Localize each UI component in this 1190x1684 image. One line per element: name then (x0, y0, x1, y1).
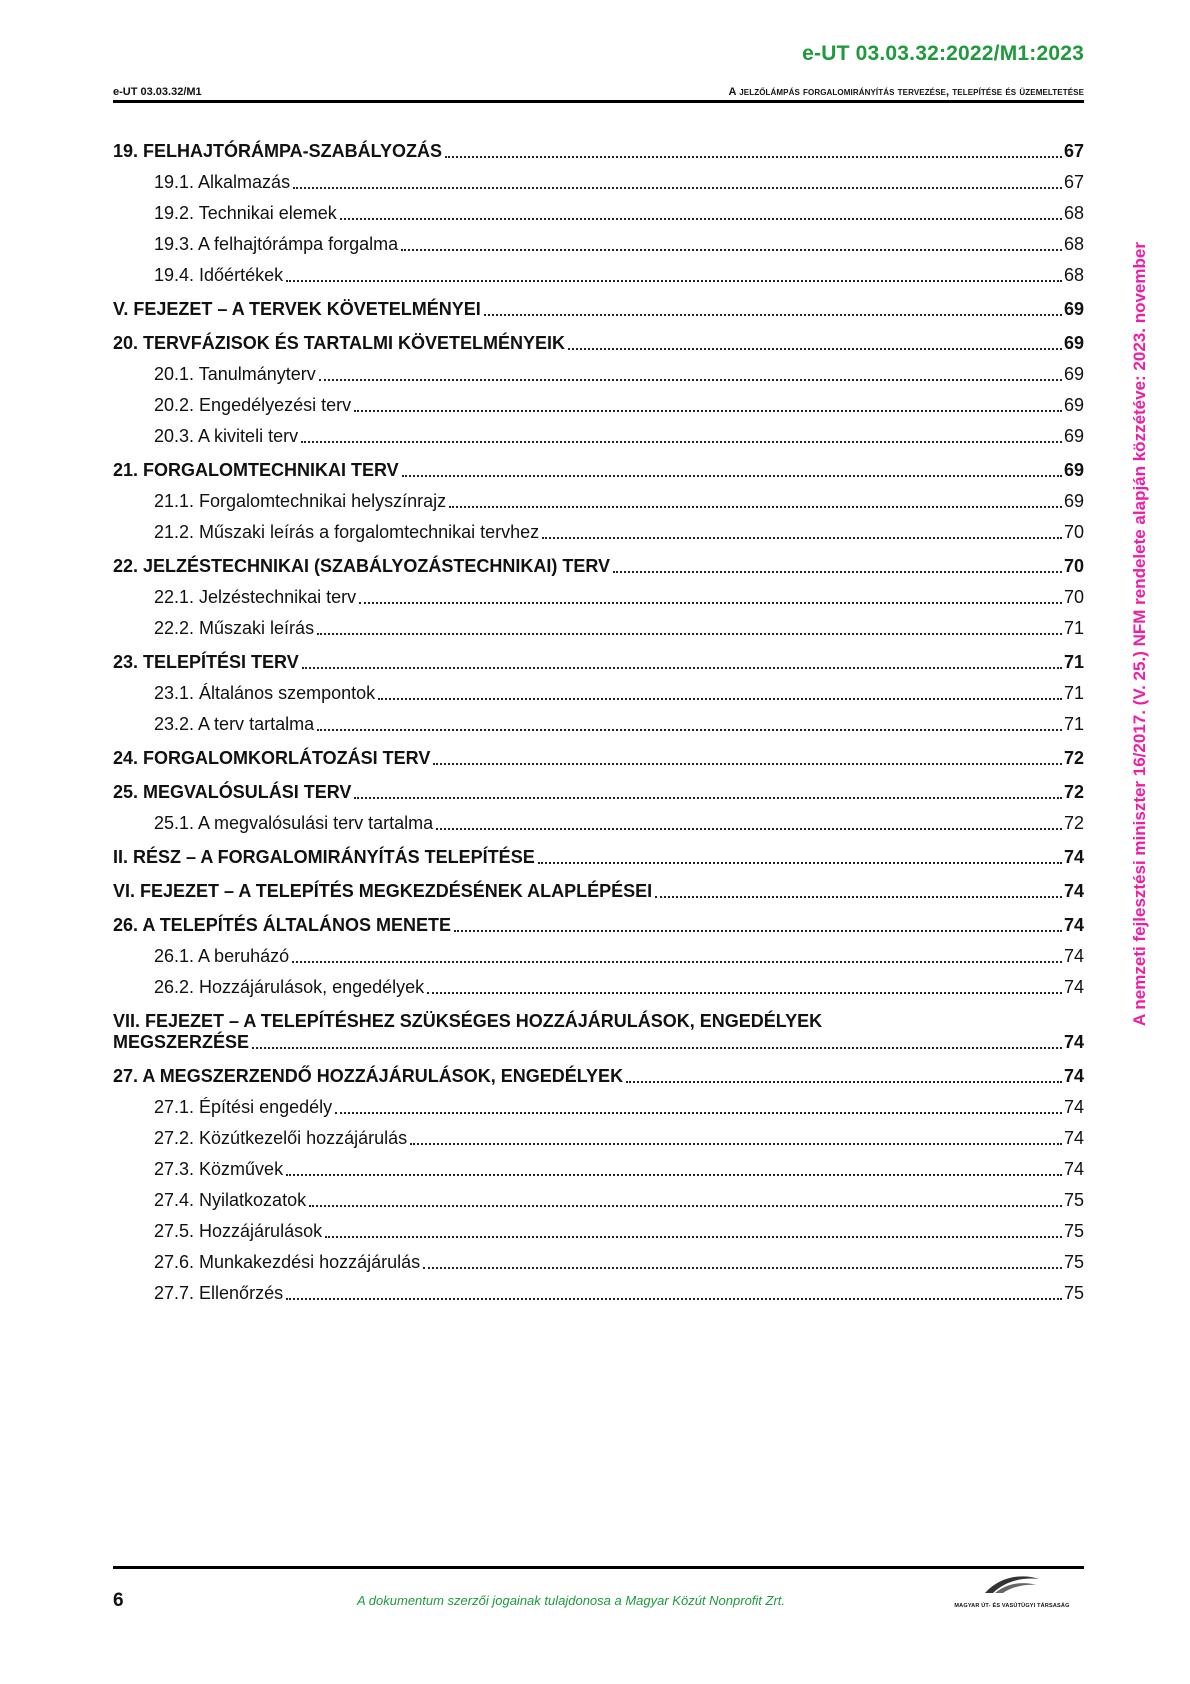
toc-entry-title: 27.2. Közútkezelői hozzájárulás (154, 1128, 408, 1148)
toc-entry-title: 20.1. Tanulmányterv (154, 364, 316, 384)
toc-entry-page: 72 (1063, 813, 1084, 833)
toc-entry-page: 71 (1063, 652, 1084, 672)
toc-entry-section[interactable] (113, 1159, 1084, 1180)
toc-entry-section[interactable] (113, 946, 1084, 967)
toc-entry-page: 74 (1063, 1159, 1084, 1179)
running-header-left: e-UT 03.03.32/M1 (113, 86, 202, 98)
toc-entry-page: 74 (1063, 881, 1084, 901)
toc-entry-page: 74 (1063, 1032, 1084, 1052)
toc-entry-title-continuation: MEGSZERZÉSE (113, 1032, 250, 1052)
toc-entry-page: 71 (1063, 714, 1084, 734)
toc-entry-section[interactable] (113, 977, 1084, 998)
publisher-logo (937, 1571, 1087, 1611)
toc-entry-chapter[interactable] (113, 141, 1084, 162)
dot-leader (402, 475, 1062, 477)
toc-entry-chapter[interactable] (113, 460, 1084, 481)
toc-entry-chapter[interactable] (113, 881, 1084, 902)
toc-entry-section[interactable] (113, 1190, 1084, 1211)
dot-leader (449, 506, 1062, 508)
dot-leader (436, 828, 1062, 830)
toc-entry-title: 25. MEGVALÓSULÁSI TERV (113, 782, 352, 802)
dot-leader (655, 896, 1062, 898)
dot-leader (542, 537, 1062, 539)
toc-entry-title: 26.1. A beruházó (154, 946, 290, 966)
dot-leader (410, 1143, 1062, 1145)
dot-leader (427, 992, 1062, 994)
copyright-footer: A dokumentum szerzői jogainak tulajdonosa a Magyar Közút Nonprofit Zrt. (357, 1593, 786, 1608)
toc-entry-page: 69 (1063, 299, 1084, 319)
dot-leader (286, 1174, 1062, 1176)
dot-leader (309, 1205, 1062, 1207)
toc-entry-page: 74 (1063, 946, 1084, 966)
dot-leader (286, 1298, 1062, 1300)
toc-entry-page: 74 (1063, 847, 1084, 867)
dot-leader (359, 602, 1062, 604)
toc-entry-title: 20.3. A kiviteli terv (154, 426, 299, 446)
toc-entry-title: 20.2. Engedélyezési terv (154, 395, 352, 415)
toc-entry-page: 70 (1063, 522, 1084, 542)
dot-leader (354, 797, 1062, 799)
toc-entry-chapter[interactable] (113, 748, 1084, 769)
toc-entry-title: 27.1. Építési engedély (154, 1097, 333, 1117)
toc-entry-title: 27.7. Ellenőrzés (154, 1283, 284, 1303)
toc-entry-title: 27.6. Munkakezdési hozzájárulás (154, 1252, 421, 1272)
toc-entry-page: 69 (1063, 395, 1084, 415)
dot-leader (433, 763, 1062, 765)
toc-entry-page: 70 (1063, 556, 1084, 576)
toc-entry-page: 75 (1063, 1190, 1084, 1210)
toc-entry-page: 74 (1063, 1066, 1084, 1086)
toc-entry-section[interactable] (113, 1252, 1084, 1273)
toc-entry-title: 19.3. A felhajtórámpa forgalma (154, 234, 399, 254)
dot-leader (378, 698, 1062, 700)
toc-entry-page: 69 (1063, 460, 1084, 480)
toc-entry-page: 74 (1063, 1128, 1084, 1148)
toc-entry-section[interactable] (113, 1097, 1084, 1118)
dot-leader (568, 348, 1062, 350)
dot-leader (445, 156, 1062, 158)
running-header-right: A jelzőlámpás forgalomirányítás tervezése, telepítése és üzemeltetése (728, 86, 1084, 98)
toc-entry-section[interactable] (113, 364, 1084, 385)
toc-entry-section[interactable] (113, 172, 1084, 193)
toc-entry-page: 68 (1063, 234, 1084, 254)
toc-entry-title: VI. FEJEZET – A TELEPÍTÉS MEGKEZDÉSÉNEK ALAPLÉPÉSEI (113, 881, 653, 901)
running-header (113, 86, 1084, 103)
toc-entry-page: 69 (1063, 491, 1084, 511)
dot-leader (317, 729, 1062, 731)
toc-entry-page: 75 (1063, 1221, 1084, 1241)
toc-entry-page: 69 (1063, 426, 1084, 446)
toc-entry-section[interactable] (113, 203, 1084, 224)
dot-leader (302, 667, 1062, 669)
toc-entry-title: 21.2. Műszaki leírás a forgalomtechnikai tervhez (154, 522, 540, 542)
dot-leader (293, 187, 1062, 189)
dot-leader (401, 249, 1062, 251)
toc-entry-chapter[interactable] (113, 652, 1084, 673)
toc-entry-section[interactable] (113, 618, 1084, 639)
toc-entry-page: 75 (1063, 1283, 1084, 1303)
table-of-contents (113, 141, 1084, 1304)
logo-text: MAGYAR ÚT- ÉS VASÚTÜGYI TÁRSASÁG (954, 1603, 1070, 1609)
toc-entry-section[interactable] (113, 491, 1084, 512)
publication-side-note: A nemzeti fejlesztési miniszter 16/2017. (V. 25.) NFM rendelete alapján közzétéve: 2023. november (1130, 242, 1149, 1026)
toc-entry-page: 70 (1063, 587, 1084, 607)
toc-entry-title: 24. FORGALOMKORLÁTOZÁSI TERV (113, 748, 431, 768)
toc-entry-title: 20. TERVFÁZISOK ÉS TARTALMI KÖVETELMÉNYEIK (113, 333, 566, 353)
toc-entry-section[interactable] (113, 265, 1084, 286)
toc-entry-section[interactable] (113, 426, 1084, 447)
toc-entry-title: 22. JELZÉSTECHNIKAI (SZABÁLYOZÁSTECHNIKAI) TERV (113, 556, 611, 576)
toc-entry-title: 22.1. Jelzéstechnikai terv (154, 587, 357, 607)
toc-entry-section[interactable] (113, 683, 1084, 704)
toc-entry-page: 71 (1063, 618, 1084, 638)
toc-entry-section[interactable] (113, 395, 1084, 416)
toc-entry-title: 23.2. A terv tartalma (154, 714, 315, 734)
toc-entry-chapter[interactable] (113, 782, 1084, 803)
toc-entry-page: 72 (1063, 748, 1084, 768)
toc-entry-page: 69 (1063, 364, 1084, 384)
dot-leader (286, 280, 1062, 282)
dot-leader (354, 410, 1062, 412)
toc-entry-page: 75 (1063, 1252, 1084, 1272)
document-code: e-UT 03.03.32:2022/M1:2023 (802, 42, 1084, 65)
toc-entry-section[interactable] (113, 1283, 1084, 1304)
toc-entry-title: 26.2. Hozzájárulások, engedélyek (154, 977, 425, 997)
toc-entry-section[interactable] (113, 234, 1084, 255)
toc-entry-page: 72 (1063, 782, 1084, 802)
toc-entry-page: 68 (1063, 203, 1084, 223)
toc-entry-section[interactable] (113, 587, 1084, 608)
toc-entry-page: 74 (1063, 977, 1084, 997)
toc-entry-title: VII. FEJEZET – A TELEPÍTÉSHEZ SZÜKSÉGES HOZZÁJÁRULÁSOK, ENGEDÉLYEK (113, 1011, 823, 1031)
dot-leader (626, 1081, 1062, 1083)
toc-entry-title: 22.2. Műszaki leírás (154, 618, 315, 638)
toc-entry-title: 19.4. Időértékek (154, 265, 284, 285)
toc-entry-page: 67 (1063, 172, 1084, 192)
toc-entry-chapter[interactable] (113, 299, 1084, 320)
dot-leader (423, 1267, 1062, 1269)
dot-leader (319, 379, 1062, 381)
toc-entry-page: 69 (1063, 333, 1084, 353)
toc-entry-section[interactable] (113, 522, 1084, 543)
toc-entry-title: 21. FORGALOMTECHNIKAI TERV (113, 460, 399, 480)
dot-leader (340, 218, 1062, 220)
road-swoosh-icon (981, 1571, 1041, 1597)
toc-entry-chapter[interactable] (113, 556, 1084, 577)
toc-entry-chapter[interactable] (113, 1011, 1084, 1053)
dot-leader (301, 441, 1062, 443)
dot-leader (538, 862, 1062, 864)
toc-entry-section[interactable] (113, 813, 1084, 834)
toc-entry-title: 23.1. Általános szempontok (154, 683, 376, 703)
toc-entry-page: 74 (1063, 915, 1084, 935)
toc-entry-page: 67 (1063, 141, 1084, 161)
dot-leader (292, 961, 1062, 963)
toc-entry-chapter[interactable] (113, 915, 1084, 936)
toc-entry-title: II. RÉSZ – A FORGALOMIRÁNYÍTÁS TELEPÍTÉSE (113, 847, 535, 867)
toc-entry-title: 27. A MEGSZERZENDŐ HOZZÁJÁRULÁSOK, ENGEDÉLYEK (113, 1066, 624, 1086)
toc-entry-title: 25.1. A megvalósulási terv tartalma (154, 813, 434, 833)
toc-entry-section[interactable] (113, 1128, 1084, 1149)
dot-leader (613, 571, 1062, 573)
toc-entry-title: 19. FELHAJTÓRÁMPA-SZABÁLYOZÁS (113, 141, 443, 161)
dot-leader (317, 633, 1062, 635)
toc-entry-title: 21.1. Forgalomtechnikai helyszínrajz (154, 491, 447, 511)
toc-entry-chapter[interactable] (113, 847, 1084, 868)
dot-leader (454, 930, 1062, 932)
dot-leader (325, 1236, 1062, 1238)
footer-rule (113, 1566, 1084, 1569)
toc-entry-page: 71 (1063, 683, 1084, 703)
toc-entry-title: 23. TELEPÍTÉSI TERV (113, 652, 299, 672)
toc-entry-title: 27.3. Közművek (154, 1159, 284, 1179)
toc-entry-page: 74 (1063, 1097, 1084, 1117)
toc-entry-title: 26. A TELEPÍTÉS ÁLTALÁNOS MENETE (113, 915, 452, 935)
dot-leader (335, 1112, 1062, 1114)
dot-leader (252, 1047, 1062, 1049)
toc-entry-chapter[interactable] (113, 333, 1084, 354)
toc-entry-title: 19.2. Technikai elemek (154, 203, 337, 223)
dot-leader (484, 314, 1062, 316)
page-number: 6 (113, 1590, 124, 1611)
toc-entry-section[interactable] (113, 1221, 1084, 1242)
toc-entry-title: 27.4. Nyilatkozatok (154, 1190, 307, 1210)
toc-entry-section[interactable] (113, 714, 1084, 735)
toc-entry-page: 68 (1063, 265, 1084, 285)
toc-entry-title: 19.1. Alkalmazás (154, 172, 291, 192)
toc-entry-chapter[interactable] (113, 1066, 1084, 1087)
toc-entry-title: 27.5. Hozzájárulások (154, 1221, 323, 1241)
toc-entry-title: V. FEJEZET – A TERVEK KÖVETELMÉNYEI (113, 299, 481, 319)
